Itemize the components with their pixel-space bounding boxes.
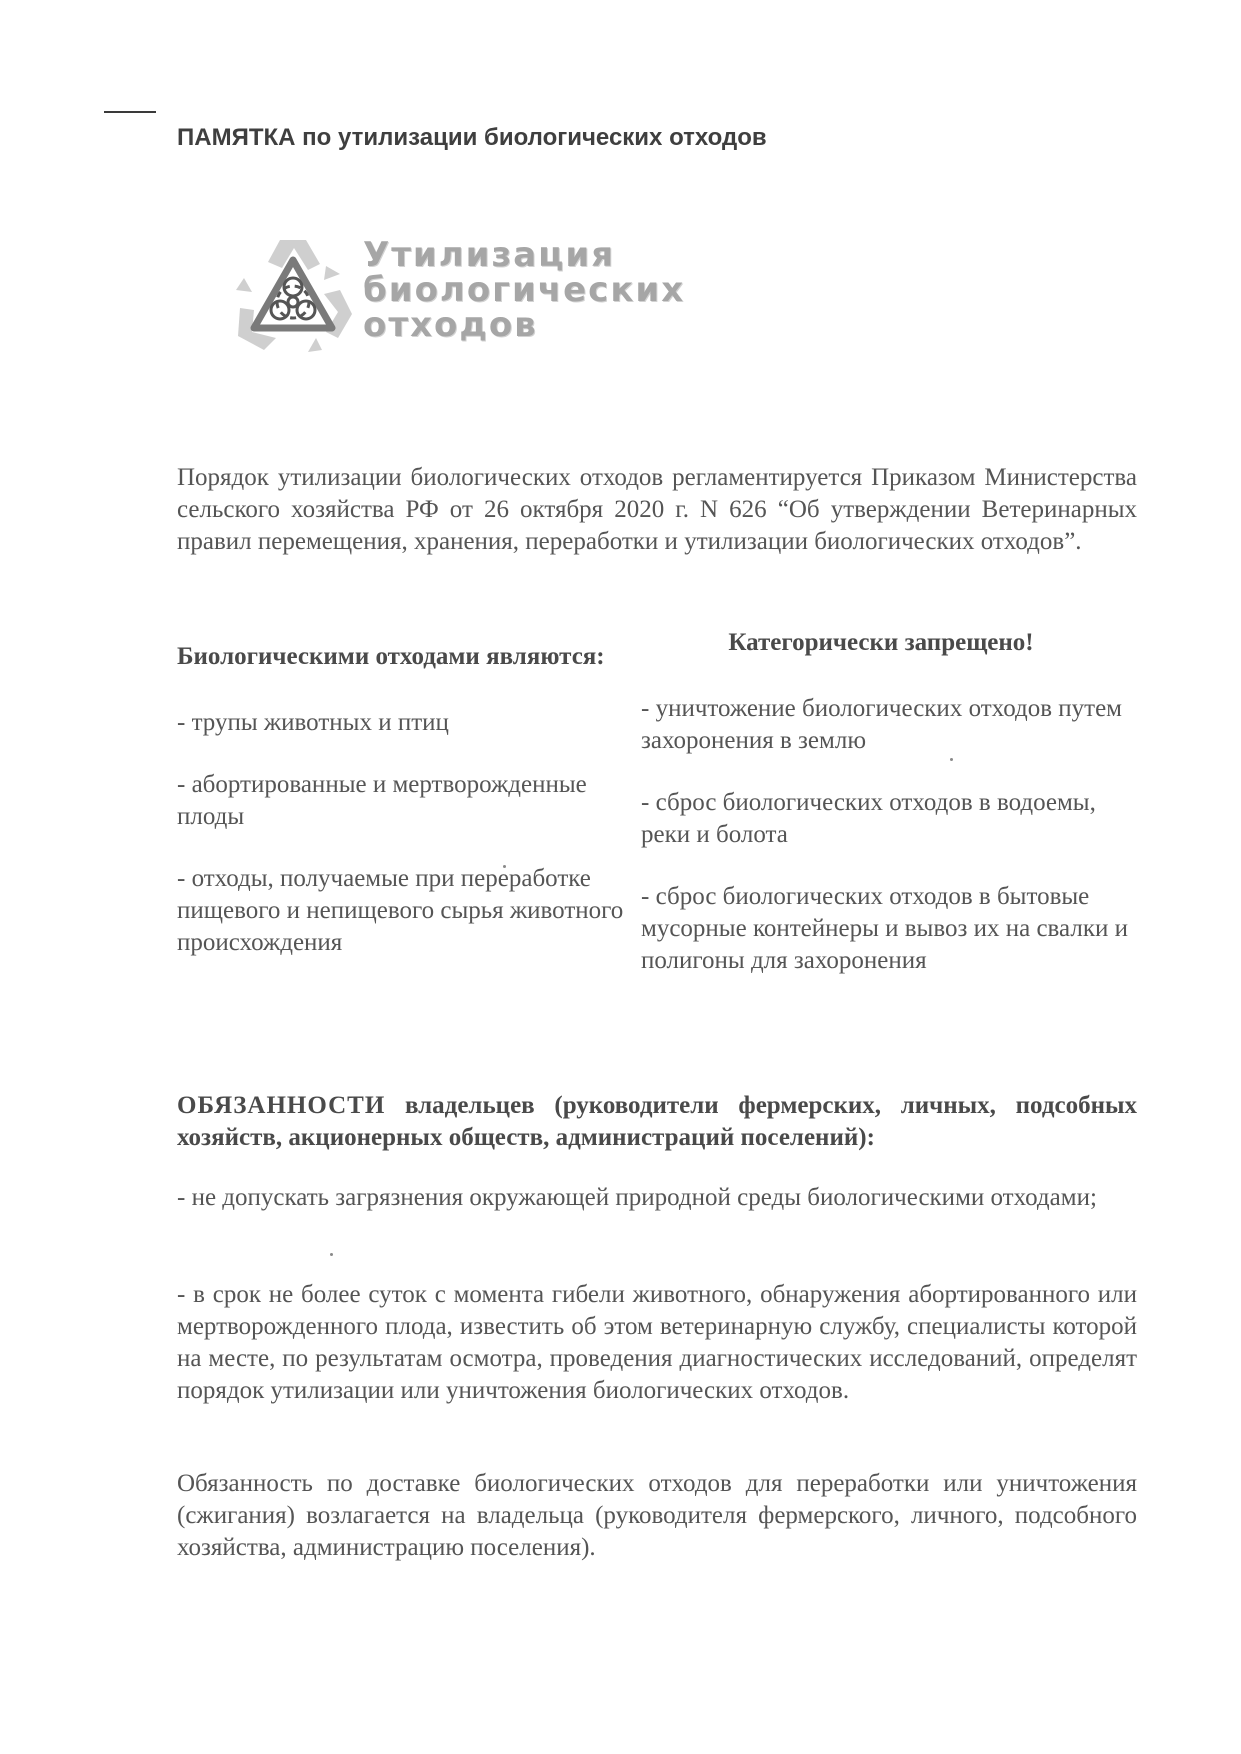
logo-text xyxy=(363,235,686,345)
scan-dot xyxy=(330,1253,333,1256)
duties-heading-caps: ОБЯЗАННОСТИ xyxy=(177,1092,386,1119)
forbidden-heading: Категорически запрещено! xyxy=(728,629,1034,656)
logo-line: биологических xyxy=(363,270,686,310)
logo-line: Утилизация xyxy=(363,235,616,275)
closing-paragraph: Обязанность по доставке биологических отходов для переработки или уничтожения (сжигания) возлагается на владельца (руководителя фермерского, личного, подсобного хозяйства, администрацию поселения). xyxy=(177,1470,1137,1561)
list-item: - сброс биологических отходов в водоемы, реки и болота xyxy=(641,789,1096,848)
list-item: - сброс биологических отходов в бытовые мусорные контейнеры и вывоз их на свалки и полигоны для захоронения xyxy=(641,883,1128,974)
biohazard-recycle-icon xyxy=(228,232,358,362)
logo-line: отходов xyxy=(363,305,538,345)
duty-item: - в срок не более суток с момента гибели животного, обнаружения абортированного или мертворожденного плода, известить об этом ветеринарную службу, специалисты которой на месте, по результатам осмотра, проведения диагностических исследований, определят порядок утилизации или уничтожения биологических отходов. xyxy=(177,1281,1137,1404)
logo xyxy=(228,232,698,362)
bio-waste-column xyxy=(177,641,637,989)
intro-paragraph: Порядок утилизации биологических отходов регламентируется Приказом Министерства сельского хозяйства РФ от 26 октября 2020 г. N 626 “Об утверждении Ветеринарных правил перемещения, хранения, переработки и утилизации биологических отходов”. xyxy=(177,464,1137,555)
duties-heading-rest: владельцев (руководители фермерских, личных, подсобных хозяйств, акционерных обществ, администраций поселений): xyxy=(177,1092,1137,1151)
scan-mark xyxy=(104,111,156,113)
duties-heading xyxy=(177,1090,1137,1154)
bio-waste-heading: Биологическими отходами являются: xyxy=(177,643,605,670)
page-title: ПАМЯТКА по утилизации биологических отходов xyxy=(177,124,767,151)
forbidden-column xyxy=(641,627,1141,1007)
list-item: - отходы, получаемые при переработке пищевого и непищевого сырья животного происхождения xyxy=(177,865,624,956)
list-item: - трупы животных и птиц xyxy=(177,709,449,736)
duty-item: - не допускать загрязнения окружающей природной среды биологическими отходами; xyxy=(177,1184,1097,1211)
list-item: - уничтожение биологических отходов путем захоронения в землю xyxy=(641,695,1122,754)
list-item: - абортированные и мертворожденные плоды xyxy=(177,771,587,830)
